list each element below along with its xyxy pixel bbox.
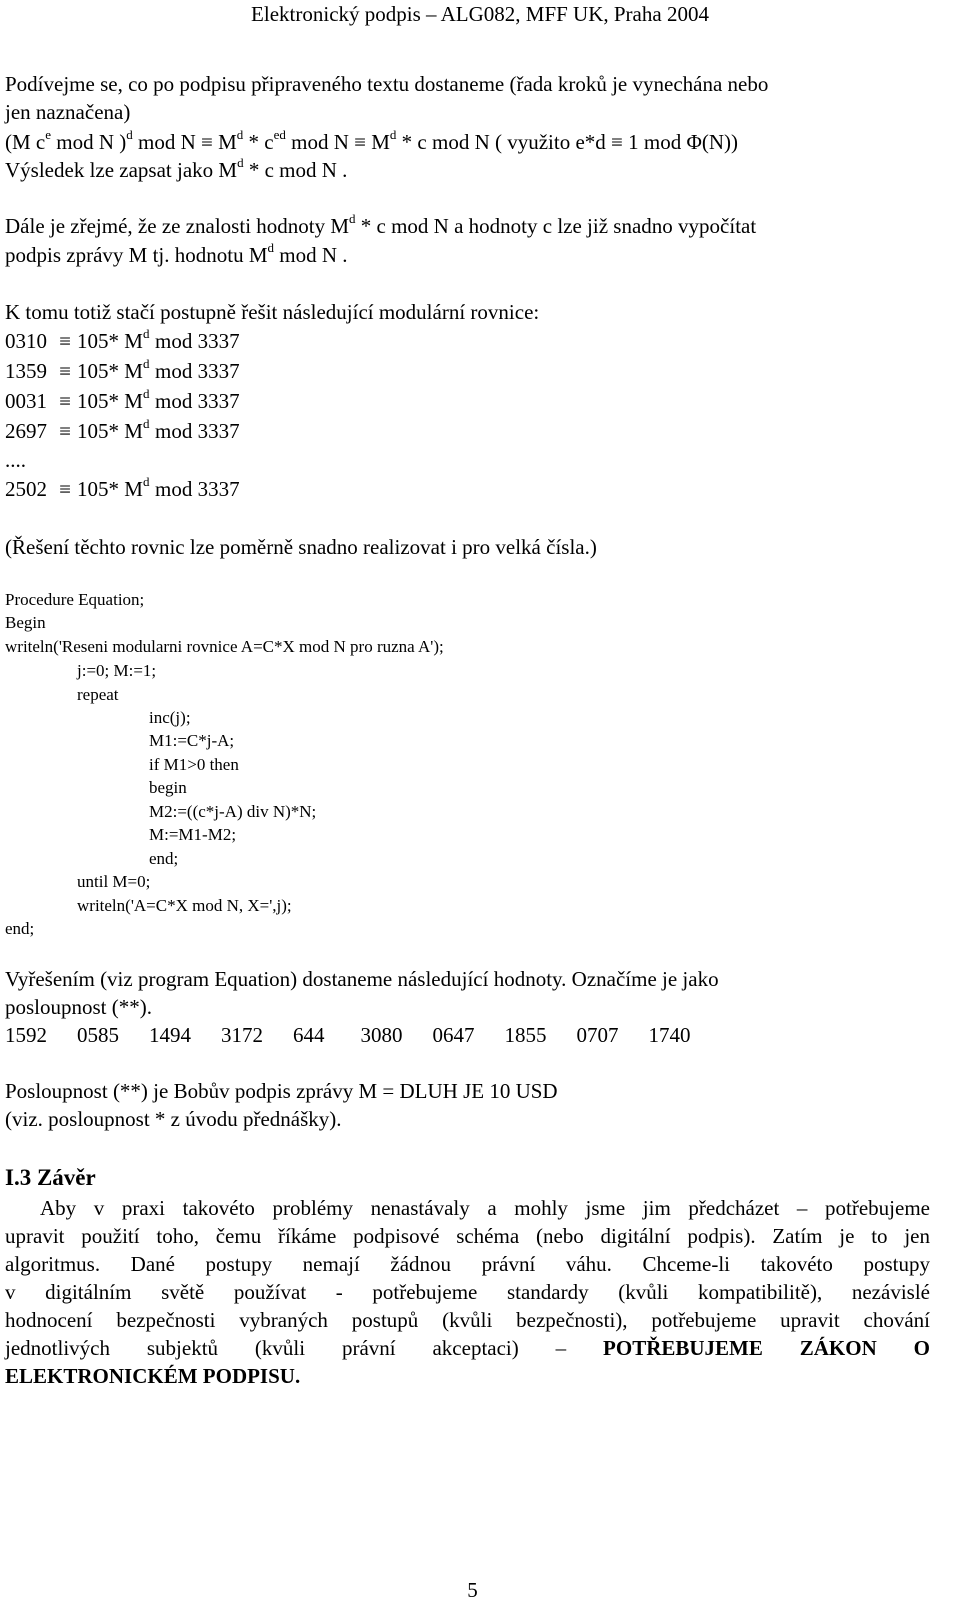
code-line: repeat [77,685,119,704]
equations-intro: K tomu totiž stačí postupně řešit následující modulární rovnice: [5,300,540,324]
equation-row: 0310 ≡ 105* $M^d$ mod 3337 [5,326,240,353]
para2-line-2: podpis zprávy M tj. hodnotu $M^d$ mod N . [5,240,348,267]
intro-line-1: Podívejme se, co po podpisu připraveného textu dostaneme (řada kroků je vynechána nebo [5,72,769,96]
code-line: end; [5,919,35,938]
code-line: end; [149,849,179,868]
para4-line-2: posloupnost (**). [5,995,152,1019]
equations-ellipsis: .... [5,448,26,472]
code-line: Procedure Equation; [5,590,145,609]
code-line: writeln('Reseni modularni rovnice A=C*X mod N pro ruzna A'); [5,637,444,656]
code-line: begin [149,778,187,797]
sequence-value: 1494 [149,1023,191,1047]
code-line: M1:=C*j-A; [149,731,235,750]
section-line: Aby v praxi takovéto problémy nenastávaly a mohly jsme jim předcházet – potřebujeme [40,1196,930,1220]
code-line: if M1>0 then [149,755,239,774]
sequence-value: 1855 [504,1023,547,1047]
sequence-value: 0585 [77,1023,119,1047]
signature-sequence [5,1021,721,1049]
sequence-value: 644 [293,1023,325,1047]
equations-note: (Řešení těchto rovnic lze poměrně snadno realizovat i pro velká čísla.) [5,535,597,559]
section-heading: I.3 Závěr [5,1165,96,1190]
code-line: M2:=((c*j-A) div N)*N; [149,802,317,821]
section-line: jednotlivých subjektů (kvůli právní akceptaci) – POTŘEBUJEME ZÁKON O [5,1336,930,1360]
section-line: hodnocení bezpečnosti vybraných postupů (kvůli bezpečnosti), potřebujeme upravit chování [5,1308,930,1332]
formula-line: (M $c^e$ mod N )$^d$ mod $N \equiv M^d * c^{ed}$ mod $N \equiv M^d * c$ mod N ( využito e*d ≡ 1 mod Φ(N)) [5,127,738,154]
para2-line-1: Dále je zřejmé, že ze znalosti hodnoty $M^d$ * c mod N a hodnoty c lze již snadno vypočítat [5,211,757,238]
section-line: v digitálním světě používat - potřebujeme standardy (kvůli kompatibilitě), nezávislé [5,1280,930,1304]
code-line: writeln('A=C*X mod N, X=',j); [77,896,292,915]
code-line: j:=0; M:=1; [77,661,157,680]
section-line: upravit použití toho, čemu říkáme podpisové schéma (nebo digitální podpis). Zatím je to jen [5,1224,930,1248]
equation-row: 1359 ≡ 105* $M^d$ mod 3337 [5,356,240,383]
sequence-value: 0707 [576,1023,619,1047]
code-line: until M=0; [77,872,151,891]
page-header: Elektronický podpis – ALG082, MFF UK, Praha 2004 [251,2,709,26]
sequence-value: 3172 [221,1023,263,1047]
page-number: 5 [467,1578,478,1602]
sequence-value: 1740 [648,1023,691,1047]
code-line: Begin [5,613,46,632]
code-line: M:=M1-M2; [149,825,237,844]
section-line: ELEKTRONICKÉM PODPISU. [5,1364,301,1388]
para4-line-1: Vyřešením (viz program Equation) dostaneme následující hodnoty. Označíme je jako [5,967,719,991]
intro-line-2: jen naznačena) [5,100,131,124]
equation-row-last: 2502 ≡ 105* $M^d$ mod 3337 [5,474,240,501]
sequence-value: 0647 [432,1023,475,1047]
equation-row: 0031 ≡ 105* $M^d$ mod 3337 [5,386,240,413]
code-line: inc(j); [149,708,191,727]
result-line: Výsledek lze zapsat jako $M^d$ * c mod N . [5,155,348,182]
para5-line-1: Posloupnost (**) je Bobův podpis zprávy M = DLUH JE 10 USD [5,1079,558,1103]
para5-line-2: (viz. posloupnost * z úvodu přednášky). [5,1107,342,1131]
section-body [5,1194,930,1390]
section-line: algoritmus. Dané postupy nemají žádnou právní váhu. Chceme-li takovéto postupy [5,1252,930,1276]
sequence-value: 1592 [5,1023,47,1047]
equation-row: 2697 ≡ 105* $M^d$ mod 3337 [5,416,240,443]
sequence-value: 3080 [360,1023,403,1047]
